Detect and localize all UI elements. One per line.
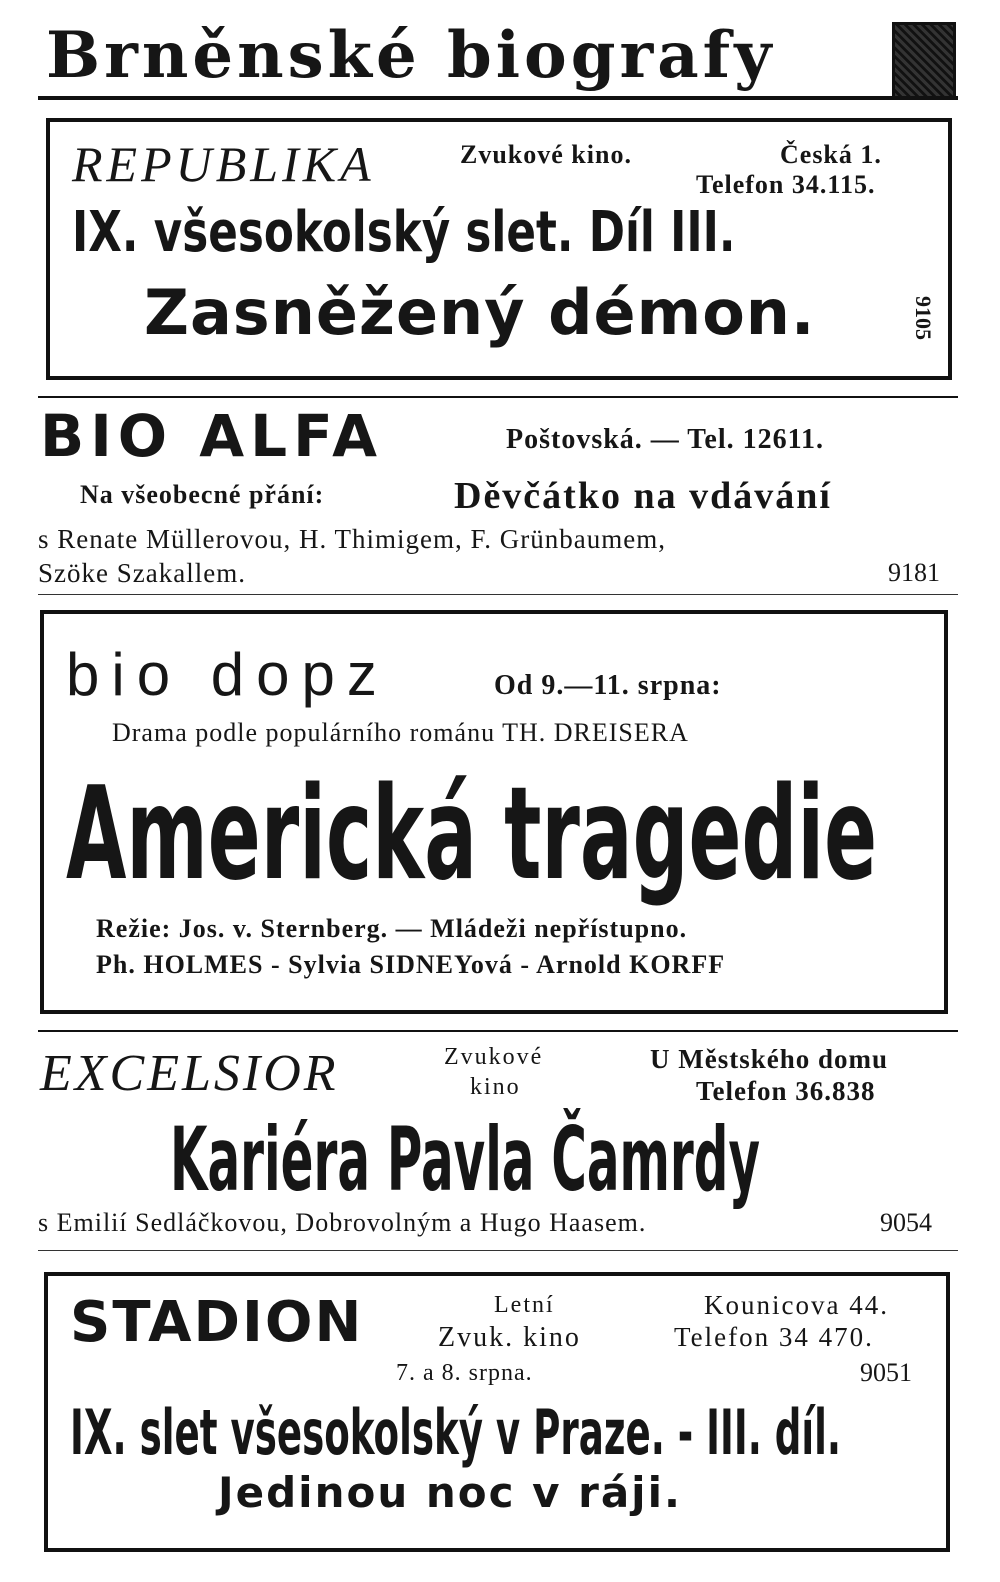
excelsior-kind-line2: kino (470, 1074, 521, 1100)
alfa-intro: Na všeobecné přání: (80, 480, 325, 509)
divider (38, 1030, 958, 1032)
alfa-code: 9181 (888, 558, 940, 587)
stadion-code: 9051 (860, 1358, 912, 1387)
masthead (38, 14, 958, 98)
divider (38, 396, 958, 398)
masthead-rule (38, 96, 958, 100)
alfa-title: Děvčátko na vdávání (454, 475, 832, 517)
dopz-title-text: Americká tragedie (66, 760, 878, 909)
stadion-kind-line2: Zvuk. kino (438, 1322, 581, 1353)
stadion-address: Kounicova 44. (704, 1290, 889, 1320)
republika-code: 9105 (911, 296, 936, 340)
divider (38, 1250, 958, 1251)
masthead-title: Brněnské biografy (46, 18, 776, 93)
stadion-dates: 7. a 8. srpna. (396, 1360, 533, 1386)
dopz-subtitle: Drama podle populárního románu TH. DREISERA (112, 718, 689, 747)
republika-line1-text: IX. všesokolský slet. Díl III. (72, 200, 736, 265)
republika-address: Česká 1. (780, 140, 882, 169)
excelsior-title (170, 1108, 1000, 1211)
dopz-credits2: Ph. HOLMES - Sylvia SIDNEYová - Arnold KORFF (96, 950, 726, 979)
stadion-name: STADION (70, 1290, 364, 1355)
dopz-dates: Od 9.—11. srpna: (494, 670, 722, 701)
excelsior-kind-line1: Zvukové (444, 1044, 544, 1070)
stadion-line1 (70, 1396, 1000, 1469)
stadion-line2: Jedinou noc v ráji. (218, 1468, 682, 1517)
dopz-title (66, 760, 1000, 909)
alfa-cast-line1: s Renate Müllerovou, H. Thimigem, F. Grünbaumem, (38, 524, 667, 554)
alfa-cast-line2: Szöke Szakallem. (38, 558, 246, 588)
alfa-address: Poštovská. — Tel. 12611. (506, 424, 825, 455)
dopz-name: bio dopz (66, 641, 389, 708)
stadion-line1-text: IX. slet všesokolský v Praze. - III. díl. (70, 1396, 842, 1469)
republika-kind: Zvukové kino. (460, 140, 632, 169)
republika-phone: Telefon 34.115. (696, 170, 876, 199)
republika-name: REPUBLIKA (72, 136, 375, 192)
alfa-name: BIO ALFA (40, 402, 383, 470)
divider (38, 594, 958, 595)
excelsior-code: 9054 (880, 1208, 932, 1237)
dopz-credits1: Režie: Jos. v. Sternberg. — Mládeži nepřístupno. (96, 914, 688, 943)
excelsior-name: EXCELSIOR (40, 1045, 339, 1102)
excelsior-title-text: Kariéra Pavla Čamrdy (170, 1108, 760, 1211)
stadion-kind-line1: Letní (494, 1292, 555, 1318)
excelsior-address: U Městského domu (650, 1044, 889, 1074)
republika-line2: Zasněžený démon. (144, 276, 816, 349)
masthead-emblem (892, 22, 956, 100)
excelsior-phone: Telefon 36.838 (696, 1076, 876, 1106)
republika-line1 (72, 200, 923, 265)
excelsior-cast: s Emilií Sedláčkovou, Dobrovolným a Hugo Haasem. (38, 1208, 647, 1237)
stadion-phone: Telefon 34 470. (674, 1322, 874, 1352)
